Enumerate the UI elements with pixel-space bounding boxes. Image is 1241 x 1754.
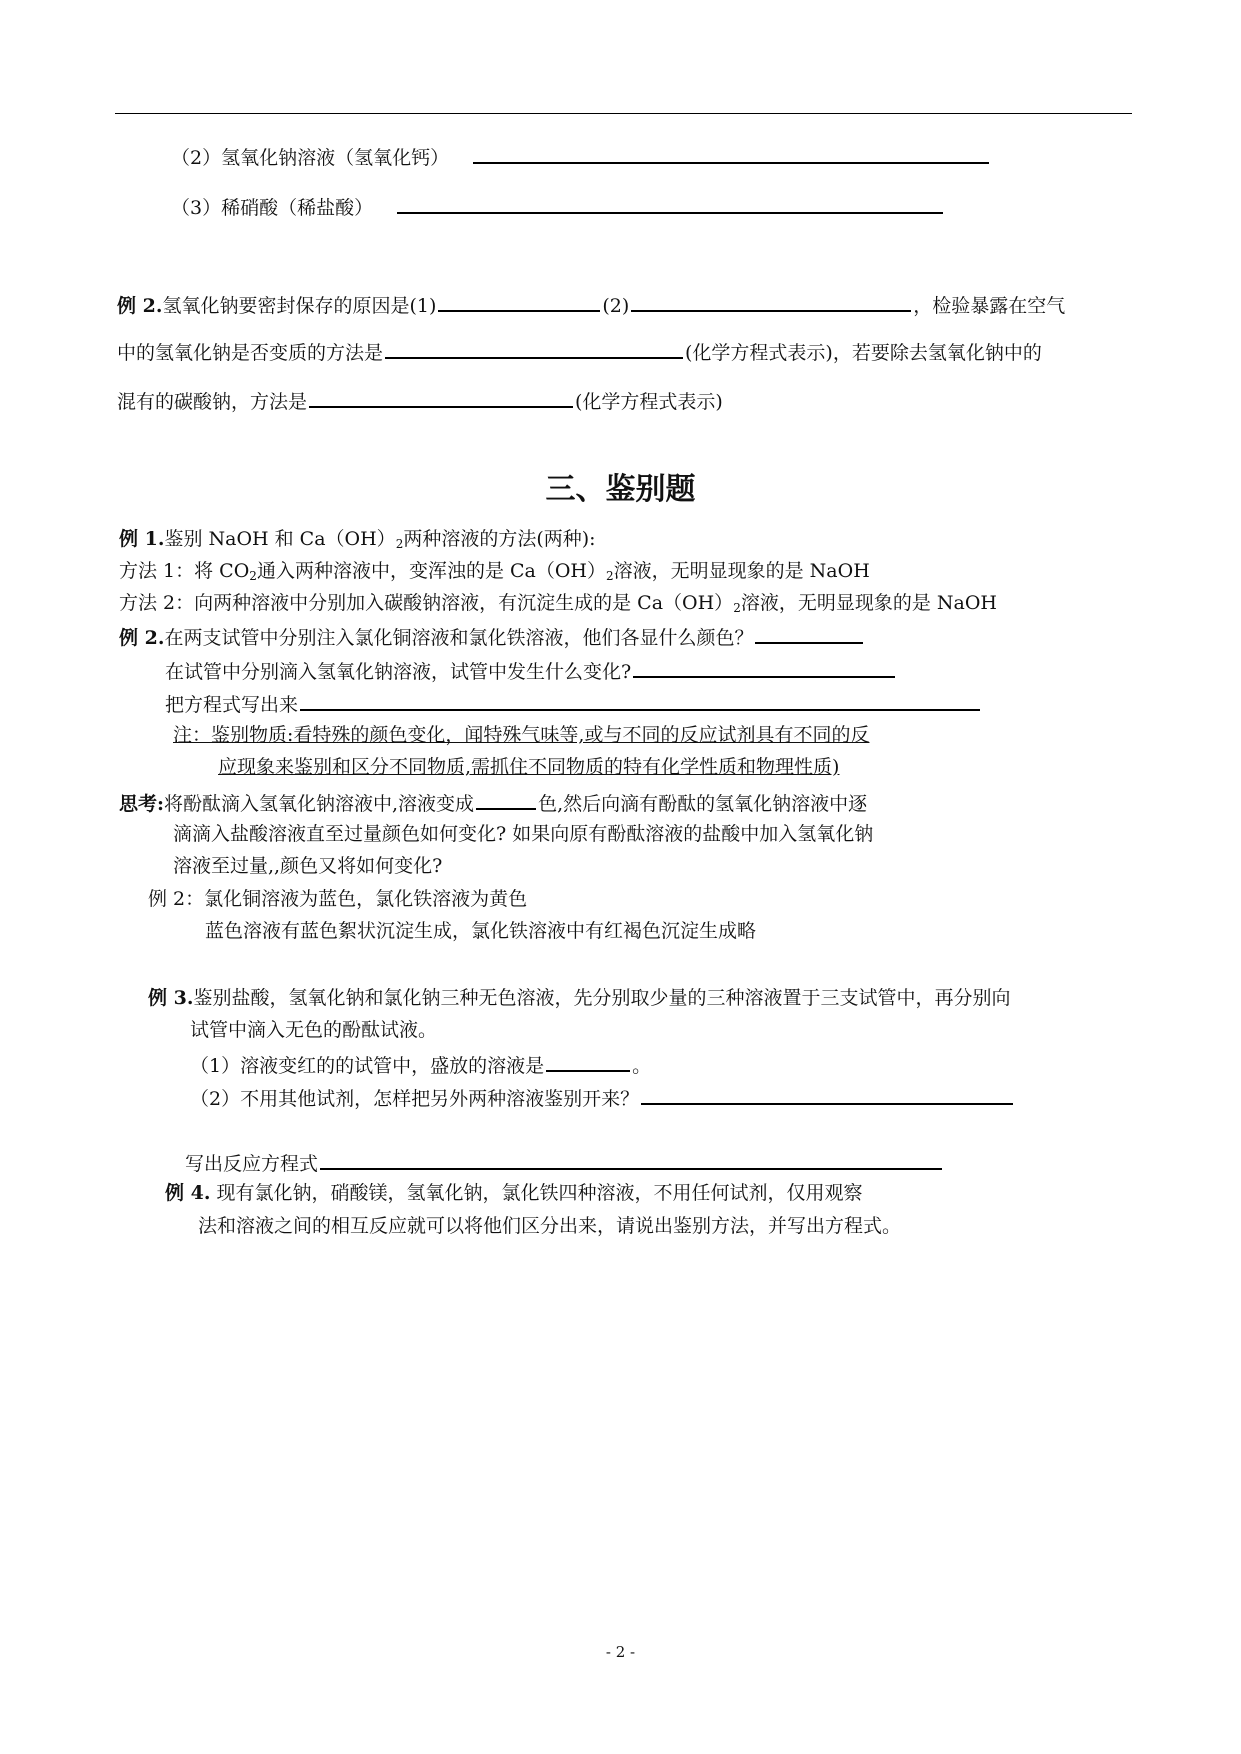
answer-blank[interactable] — [546, 1050, 630, 1072]
think-line-1 — [119, 788, 867, 817]
ex4-line-1 — [165, 1180, 863, 1206]
ex2-top-line2 — [117, 337, 1042, 366]
answer-line-1: 例 2：氯化铜溶液为蓝色，氯化铁溶液为黄色 — [148, 888, 528, 910]
ex3-sub-2 — [190, 1083, 1015, 1112]
answer-blank[interactable] — [320, 1148, 942, 1170]
answer-blank[interactable] — [300, 689, 980, 711]
question-text: 在两支试管中分别注入氯化铜溶液和氯化铁溶液，他们各显什么颜色？ — [164, 627, 754, 649]
ex1-method1 — [119, 558, 870, 584]
ex2-top-line1 — [117, 290, 1065, 319]
item-2-text: （2）氢氧化钠溶液（氢氧化钙） — [171, 147, 450, 169]
header-rule — [115, 113, 1132, 114]
question-text: 写出反应方程式 — [185, 1153, 319, 1175]
example-label: 例 4. — [165, 1182, 211, 1204]
question-text: 把方程式写出来 — [165, 694, 299, 716]
subscript: 2 — [606, 569, 614, 583]
example-label: 例 3. — [148, 987, 194, 1009]
ex1-method2 — [119, 590, 997, 616]
ex2-question-2 — [165, 656, 897, 685]
ex3-equation — [185, 1148, 944, 1177]
answer-blank[interactable] — [641, 1083, 1013, 1105]
question-text: （1）溶液变红的的试管中，盛放的溶液是 — [190, 1055, 545, 1077]
method-text: 方法 2：向两种溶液中分别加入碳酸钠溶液，有沉淀生成的是 Ca（OH） — [119, 592, 734, 614]
example-label: 例 2. — [117, 295, 163, 317]
answer-blank[interactable] — [476, 788, 536, 810]
question-text: 。 — [632, 1055, 652, 1077]
question-text: ，检验暴露在空气 — [913, 295, 1066, 317]
answer-blank[interactable] — [438, 290, 600, 312]
answer-blank[interactable] — [385, 337, 683, 359]
method-text: 方法 1：将 CO — [119, 560, 250, 582]
section-title: 三、鉴别题 — [545, 472, 696, 507]
think-line-3: 溶液至过量,,颜色又将如何变化? — [173, 855, 443, 877]
question-text: 在试管中分别滴入氢氧化钠溶液，试管中发生什么变化? — [165, 661, 632, 683]
ex3-line-2: 试管中滴入无色的酚酞试液。 — [190, 1019, 438, 1041]
subscript: 2 — [395, 537, 404, 551]
item-3 — [171, 192, 945, 221]
method-text: 溶液，无明显现象的是 NaOH — [613, 560, 870, 582]
answer-line-2: 蓝色溶液有蓝色絮状沉淀生成，氯化铁溶液中有红褐色沉淀生成略 — [205, 920, 757, 942]
question-text: 混有的碳酸钠，方法是 — [117, 391, 308, 413]
note-line-1: 注：鉴别物质:看特殊的颜色变化，闻特殊气味等,或与不同的反应试剂具有不同的反 — [173, 724, 870, 746]
think-label: 思考: — [119, 793, 165, 815]
example-label: 例 1. — [119, 528, 165, 550]
question-text: 将酚酞滴入氢氧化钠溶液中,溶液变成 — [164, 793, 475, 815]
method-text: 溶液，无明显现象的是 NaOH — [740, 592, 997, 614]
question-text: 色,然后向滴有酚酞的氢氧化钠溶液中逐 — [538, 793, 868, 815]
ex4-line-2: 法和溶液之间的相互反应就可以将他们区分出来，请说出鉴别方法，并写出方程式。 — [198, 1215, 902, 1237]
ex3-sub-1 — [190, 1050, 651, 1079]
answer-blank[interactable] — [633, 656, 895, 678]
ex3-line-1 — [148, 985, 1010, 1011]
answer-blank[interactable] — [309, 386, 573, 408]
answer-blank[interactable] — [755, 622, 863, 644]
item-2 — [171, 142, 991, 171]
item-3-text: （3）稀硝酸（稀盐酸） — [171, 197, 374, 219]
answer-blank[interactable] — [473, 142, 989, 164]
question-text: 鉴别 NaOH 和 Ca（OH） — [164, 528, 396, 550]
question-text: (2) — [602, 295, 630, 317]
question-text: 氢氧化钠要密封保存的原因是(1) — [162, 295, 437, 317]
question-text: (化学方程式表示)，若要除去氢氧化钠中的 — [685, 342, 1042, 364]
note-line-2: 应现象来鉴别和区分不同物质,需抓住不同物质的特有化学性质和物理性质) — [218, 756, 840, 778]
question-text: 现有氯化钠，硝酸镁，氢氧化钠，氯化铁四种溶液，不用任何试剂，仅用观察 — [210, 1182, 863, 1204]
subscript: 2 — [733, 601, 741, 615]
example-label: 例 2. — [119, 627, 165, 649]
ex1-question — [119, 526, 596, 552]
question-text: 鉴别盐酸，氢氧化钠和氯化钠三种无色溶液，先分别取少量的三种溶液置于三支试管中，再分别向 — [193, 987, 1011, 1009]
answer-blank[interactable] — [631, 290, 911, 312]
ex2-question — [119, 622, 865, 651]
think-line-2: 滴滴入盐酸溶液直至过量颜色如何变化? 如果向原有酚酞溶液的盐酸中加入氢氧化钠 — [173, 823, 874, 845]
question-text: （2）不用其他试剂，怎样把另外两种溶液鉴别开来？ — [190, 1088, 640, 1110]
ex2-question-3 — [165, 689, 982, 718]
question-text: (化学方程式表示) — [575, 391, 723, 413]
subscript: 2 — [249, 569, 257, 583]
method-text: 通入两种溶液中，变浑浊的是 Ca（OH） — [256, 560, 606, 582]
question-text: 中的氢氧化钠是否变质的方法是 — [117, 342, 384, 364]
question-text: 两种溶液的方法(两种): — [403, 528, 596, 550]
ex2-top-line3 — [117, 386, 723, 415]
page-number: - 2 - — [605, 1643, 636, 1661]
answer-blank[interactable] — [397, 192, 943, 214]
